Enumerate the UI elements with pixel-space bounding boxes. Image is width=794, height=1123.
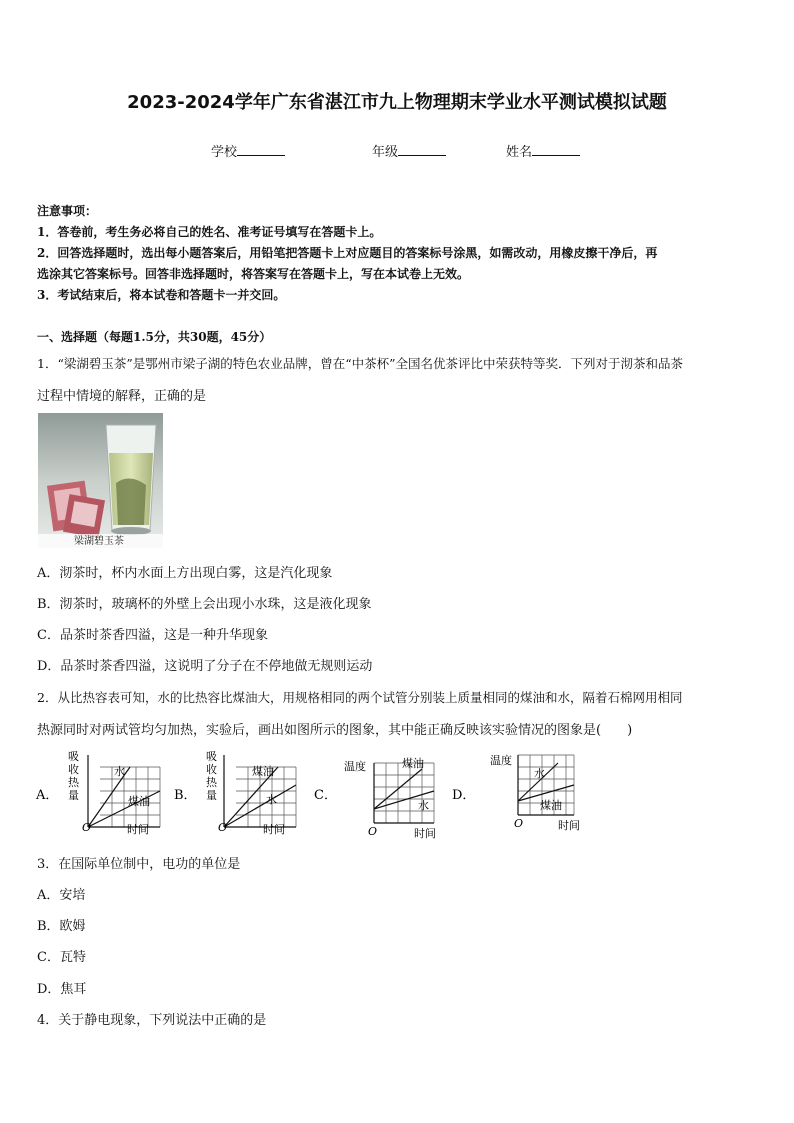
- grade-blank[interactable]: [398, 143, 446, 156]
- graph-c-shallow-label: 水: [418, 799, 429, 812]
- graph-b-steep-label: 煤油: [252, 765, 274, 778]
- q3-option-b[interactable]: B．欧姆: [37, 919, 86, 934]
- graph-d[interactable]: [452, 753, 580, 832]
- graph-d-xlabel: 时间: [558, 819, 580, 832]
- grade-field[interactable]: [372, 141, 446, 160]
- tea-photo-image: [38, 413, 163, 548]
- graph-b-ylabel-3: 热: [206, 776, 217, 789]
- graph-d-steep-label: 水: [534, 767, 545, 780]
- question-2-text-cont: 热源同时对两试管均匀加热，实验后，画出如图所示的图象，其中能正确反映该实验情况的图象是( ): [37, 723, 633, 738]
- q3-option-d[interactable]: D．焦耳: [37, 982, 87, 997]
- graph-b-xlabel: 时间: [263, 823, 285, 836]
- question-4-text: 4．关于静电现象，下列说法中正确的是: [37, 1013, 267, 1028]
- graph-b-origin: O: [218, 821, 228, 834]
- graph-a-origin: O: [82, 821, 92, 834]
- graph-a-shallow-label: 煤油: [128, 795, 150, 808]
- notice-block: [37, 201, 759, 306]
- question-1-text-cont: 过程中情境的解释，正确的是: [37, 389, 207, 404]
- graph-a-xlabel: 时间: [127, 823, 149, 836]
- notice-item-1: 1．答卷前，考生务必将自己的姓名、准考证号填写在答题卡上。: [37, 225, 382, 239]
- q2-graphs: [30, 745, 630, 845]
- graph-c-origin: O: [368, 825, 378, 838]
- q1-option-c[interactable]: C．品茶时茶香四溢，这是一种升华现象: [37, 628, 268, 643]
- q1-option-a[interactable]: A．沏茶时，杯内水面上方出现白雾，这是汽化现象: [37, 566, 333, 581]
- graph-b-ylabel-1: 吸: [206, 750, 217, 763]
- graph-a[interactable]: [35, 750, 160, 836]
- school-blank[interactable]: [237, 143, 285, 156]
- graph-c-ylabel: 温度: [344, 760, 366, 773]
- graph-c[interactable]: [314, 756, 436, 840]
- graph-a-letter: A．: [36, 788, 59, 803]
- graph-b-ylabel-2: 收: [206, 763, 217, 776]
- school-field[interactable]: [211, 141, 285, 160]
- graph-a-ylabel-2: 收: [68, 763, 79, 776]
- q1-option-b[interactable]: B．沏茶时，玻璃杯的外壁上会出现小水珠，这是液化现象: [37, 597, 372, 612]
- graph-a-ylabel-4: 量: [68, 789, 79, 802]
- section-heading: 一、选择题（每题1.5分，共30题，45分）: [37, 330, 272, 344]
- name-field[interactable]: [506, 141, 580, 160]
- name-label: 姓名: [506, 145, 533, 160]
- notice-item-2: 2．回答选择题时，选出每小题答案后，用铅笔把答题卡上对应题目的答案标号涂黑，如需改动，用橡皮擦干净后，再: [37, 246, 658, 260]
- tea-photo: [38, 413, 163, 548]
- graph-d-letter: D．: [452, 788, 476, 803]
- graph-c-xlabel: 时间: [414, 827, 436, 840]
- notice-heading: 注意事项：: [37, 204, 98, 218]
- graph-d-shallow-label: 煤油: [540, 799, 562, 812]
- graph-b-ylabel-4: 量: [206, 789, 217, 802]
- tea-photo-caption: 梁湖碧玉茶: [74, 536, 124, 547]
- graph-c-letter: C．: [314, 788, 337, 803]
- notice-item-2-cont: 选涂其它答案标号。回答非选择题时，将答案写在答题卡上，写在本试卷上无效。: [37, 267, 470, 281]
- graph-a-steep-label: 水: [114, 765, 125, 778]
- notice-item-3: 3．考试结束后，将本试卷和答题卡一并交回。: [37, 288, 286, 302]
- question-2-text: 2．从比热容表可知，水的比热容比煤油大，用规格相同的两个试管分别装上质量相同的煤油和水，隔着石棉网用相同: [37, 690, 683, 705]
- graph-b[interactable]: [174, 750, 296, 836]
- name-blank[interactable]: [532, 143, 580, 156]
- graph-b-letter: B．: [174, 788, 197, 803]
- page-title: 2023-2024学年广东省湛江市九上物理期末学业水平测试模拟试题: [127, 92, 667, 113]
- q3-option-a[interactable]: A．安培: [37, 888, 86, 903]
- question-3-text: 3．在国际单位制中，电功的单位是: [37, 857, 241, 872]
- graph-d-ylabel: 温度: [490, 754, 512, 767]
- graph-d-origin: O: [514, 817, 524, 830]
- school-label: 学校: [211, 145, 238, 160]
- grade-label: 年级: [372, 145, 399, 160]
- graph-c-steep-label: 煤油: [402, 757, 424, 770]
- q3-option-c[interactable]: C．瓦特: [37, 950, 86, 965]
- graph-b-shallow-label: 水: [266, 793, 277, 806]
- graph-a-ylabel-1: 吸: [68, 750, 79, 763]
- q1-option-d[interactable]: D．品茶时茶香四溢，这说明了分子在不停地做无规则运动: [37, 659, 373, 674]
- graph-a-ylabel-3: 热: [68, 776, 79, 789]
- question-1-text: 1．“梁湖碧玉茶”是鄂州市梁子湖的特色农业品牌，曾在“中茶杯”全国名优茶评比中荣获特等奖．下列对于沏茶和品茶: [37, 356, 684, 371]
